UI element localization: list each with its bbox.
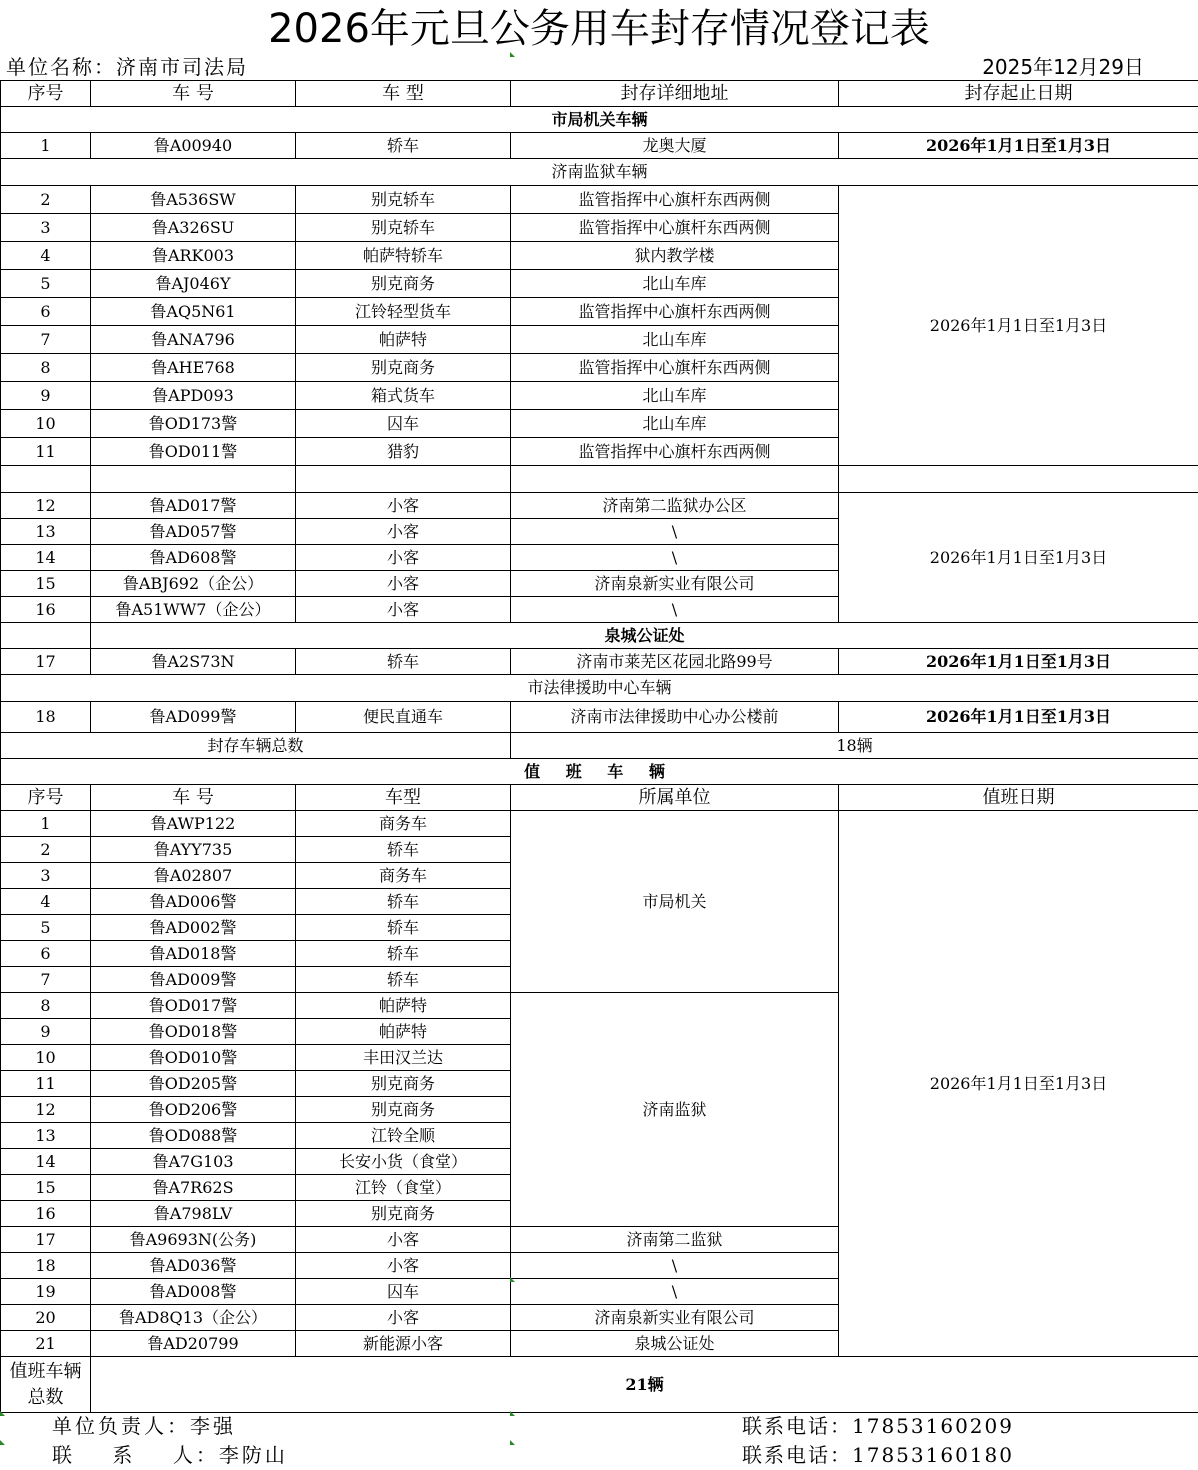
table-cell: 轿车 <box>296 941 511 967</box>
table-cell: 4 <box>1 242 91 270</box>
table-cell: 19 <box>1 1279 91 1305</box>
table-cell: 鲁AD008警 <box>91 1279 296 1305</box>
unit-cell: 济南泉新实业有限公司 <box>511 1305 839 1331</box>
table-cell: 13 <box>1 519 91 545</box>
table-cell: 鲁OD088警 <box>91 1123 296 1149</box>
unit-cell: \ <box>511 1253 839 1279</box>
section-title: 济南监狱车辆 <box>1 159 1198 186</box>
table-cell: 鲁AD017警 <box>91 493 296 519</box>
table-cell: 监管指挥中心旗杆东西两侧 <box>511 298 839 326</box>
table-cell: 轿车 <box>296 889 511 915</box>
table-cell: 江铃轻型货车 <box>296 298 511 326</box>
table-cell: 帕萨特 <box>296 326 511 354</box>
unit-cell: \ <box>511 1279 839 1305</box>
table-cell: 鲁A2S73N <box>91 649 296 675</box>
report-date: 2025年12月29日 <box>982 52 1144 80</box>
table-cell: 17 <box>1 1227 91 1253</box>
table-cell: 5 <box>1 270 91 298</box>
phone-2: 联系电话：17853160180 <box>742 1440 1014 1469</box>
cell-mark-icon <box>0 1440 5 1445</box>
table-row <box>1 81 1198 107</box>
table-cell: 鲁AD099警 <box>91 702 296 733</box>
table-cell: 北山车库 <box>511 270 839 298</box>
table-cell: 2026年1月1日至1月3日 <box>839 649 1198 675</box>
column-header: 车 型 <box>296 81 511 107</box>
table-cell: 2 <box>1 186 91 214</box>
table-cell: 鲁OD017警 <box>91 993 296 1019</box>
table-cell: 监管指挥中心旗杆东西两侧 <box>511 214 839 242</box>
table-cell: 小客 <box>296 519 511 545</box>
table-cell: \ <box>511 597 839 623</box>
table-cell: 2026年1月1日至1月3日 <box>839 133 1198 159</box>
table-cell: 3 <box>1 863 91 889</box>
table-cell: 济南市法律援助中心办公楼前 <box>511 702 839 733</box>
unit-cell: 济南监狱 <box>511 993 839 1227</box>
table-cell: 1 <box>1 133 91 159</box>
table-cell: 鲁ANA796 <box>91 326 296 354</box>
table-cell <box>296 466 511 493</box>
table-cell: 小客 <box>296 493 511 519</box>
table-cell: 北山车库 <box>511 410 839 438</box>
column-header: 序号 <box>1 81 91 107</box>
phone-1: 联系电话：17853160209 <box>742 1411 1014 1440</box>
table-cell: 小客 <box>296 571 511 597</box>
table-cell: 别克商务 <box>296 1201 511 1227</box>
table-cell: 新能源小客 <box>296 1331 511 1357</box>
table-cell: 鲁OD018警 <box>91 1019 296 1045</box>
table-cell: 囚车 <box>296 410 511 438</box>
table-cell: 北山车库 <box>511 326 839 354</box>
table-cell: 帕萨特轿车 <box>296 242 511 270</box>
cell-mark-icon <box>510 1277 515 1282</box>
table-cell: 帕萨特 <box>296 993 511 1019</box>
table-cell: 小客 <box>296 545 511 571</box>
table-cell: 鲁AYY735 <box>91 837 296 863</box>
table-cell: 16 <box>1 597 91 623</box>
table-cell: 轿车 <box>296 133 511 159</box>
table-cell <box>1 623 91 649</box>
cell-mark-icon <box>510 1440 515 1445</box>
unit-head: 单位负责人：李强 <box>52 1411 236 1440</box>
table-cell <box>1 466 91 493</box>
section-title: 值 班 车 辆 <box>1 759 1198 785</box>
table-cell: 鲁A536SW <box>91 186 296 214</box>
table-cell: 鲁A9693N(公务) <box>91 1227 296 1253</box>
table-cell: 鲁AD608警 <box>91 545 296 571</box>
section-title: 市法律援助中心车辆 <box>1 675 1198 702</box>
table-cell: 2026年1月1日至1月3日 <box>839 493 1198 623</box>
registry-table <box>0 80 1198 1413</box>
table-cell: 17 <box>1 649 91 675</box>
table-row <box>1 733 1198 759</box>
table-cell: 鲁A7G103 <box>91 1149 296 1175</box>
table-row <box>1 649 1198 675</box>
table-cell: 9 <box>1 1019 91 1045</box>
table-cell: 商务车 <box>296 863 511 889</box>
table-cell: 7 <box>1 326 91 354</box>
table-cell: 鲁A798LV <box>91 1201 296 1227</box>
table-cell: 鲁OD205警 <box>91 1071 296 1097</box>
table-cell <box>511 466 839 493</box>
table-cell: 帕萨特 <box>296 1019 511 1045</box>
table-cell: 丰田汉兰达 <box>296 1045 511 1071</box>
section-title: 市局机关车辆 <box>1 107 1198 133</box>
table-cell: 鲁A326SU <box>91 214 296 242</box>
table-cell: 鲁APD093 <box>91 382 296 410</box>
cell-mark-icon <box>510 1411 515 1416</box>
column-header: 封存起止日期 <box>839 81 1198 107</box>
cell-mark-icon <box>0 1411 5 1416</box>
table-cell: 便民直通车 <box>296 702 511 733</box>
table-cell: 9 <box>1 382 91 410</box>
table-cell: 鲁AD006警 <box>91 889 296 915</box>
column-header: 封存详细地址 <box>511 81 839 107</box>
table-cell: 鲁OD206警 <box>91 1097 296 1123</box>
table-cell: 小客 <box>296 597 511 623</box>
table-cell: 15 <box>1 571 91 597</box>
table-cell: 鲁AD002警 <box>91 915 296 941</box>
table-cell: 鲁A02807 <box>91 863 296 889</box>
table-cell: 14 <box>1 1149 91 1175</box>
table-cell: 11 <box>1 1071 91 1097</box>
table-cell: 济南泉新实业有限公司 <box>511 571 839 597</box>
table-cell: 鲁AD036警 <box>91 1253 296 1279</box>
column-header: 所属单位 <box>511 785 839 811</box>
table-cell: \ <box>511 519 839 545</box>
table-row <box>1 675 1198 702</box>
table-cell: 商务车 <box>296 811 511 837</box>
table-row <box>1 702 1198 733</box>
table-cell: 鲁AD009警 <box>91 967 296 993</box>
table-cell: 鲁A00940 <box>91 133 296 159</box>
table-cell: 别克商务 <box>296 1071 511 1097</box>
table-cell: 2026年1月1日至1月3日 <box>839 186 1198 466</box>
table-cell: 箱式货车 <box>296 382 511 410</box>
table-row <box>1 759 1198 785</box>
table-cell: 轿车 <box>296 967 511 993</box>
table-cell: 2 <box>1 837 91 863</box>
table-row <box>1 1357 1198 1413</box>
table-row <box>1 159 1198 186</box>
table-cell: 别克商务 <box>296 1097 511 1123</box>
table-cell: 鲁OD011警 <box>91 438 296 466</box>
table-cell: 18 <box>1 1253 91 1279</box>
table-cell: 1 <box>1 811 91 837</box>
table-cell: 18 <box>1 702 91 733</box>
table-cell: 鲁A7R62S <box>91 1175 296 1201</box>
table-row <box>1 133 1198 159</box>
table-cell: 鲁OD010警 <box>91 1045 296 1071</box>
table-cell: 鲁AQ5N61 <box>91 298 296 326</box>
table-cell: 7 <box>1 967 91 993</box>
table-cell: 鲁ARK003 <box>91 242 296 270</box>
column-header: 值班日期 <box>839 785 1198 811</box>
column-header: 序号 <box>1 785 91 811</box>
total-label: 值班车辆总数 <box>1 1357 91 1413</box>
duty-dates: 2026年1月1日至1月3日 <box>839 811 1198 1357</box>
table-cell: 鲁AD8Q13（企公） <box>91 1305 296 1331</box>
table-cell: 江铃全顺 <box>296 1123 511 1149</box>
table-cell: 11 <box>1 438 91 466</box>
table-cell: 3 <box>1 214 91 242</box>
column-header: 车型 <box>296 785 511 811</box>
table-cell: 4 <box>1 889 91 915</box>
table-cell: 鲁A51WW7（企公） <box>91 597 296 623</box>
table-cell: 20 <box>1 1305 91 1331</box>
table-row <box>1 466 1198 493</box>
column-header: 车 号 <box>91 785 296 811</box>
table-cell: 小客 <box>296 1227 511 1253</box>
column-header: 车 号 <box>91 81 296 107</box>
table-row <box>1 186 1198 214</box>
table-cell: 鲁AWP122 <box>91 811 296 837</box>
table-cell: 别克商务 <box>296 270 511 298</box>
table-cell: 轿车 <box>296 915 511 941</box>
unit-cell: 泉城公证处 <box>511 1331 839 1357</box>
table-cell: 鲁AD20799 <box>91 1331 296 1357</box>
table-cell: 长安小货（食堂） <box>296 1149 511 1175</box>
table-cell: 2026年1月1日至1月3日 <box>839 702 1198 733</box>
table-cell: 12 <box>1 493 91 519</box>
table-cell: 鲁AJ046Y <box>91 270 296 298</box>
page-title: 2026年元旦公务用车封存情况登记表 <box>0 0 1198 52</box>
table-cell: 轿车 <box>296 837 511 863</box>
table-cell: 江铃（食堂） <box>296 1175 511 1201</box>
table-cell: 鲁OD173警 <box>91 410 296 438</box>
table-row <box>1 785 1198 811</box>
table-cell: 8 <box>1 354 91 382</box>
table-cell: 鲁AD057警 <box>91 519 296 545</box>
table-cell: 监管指挥中心旗杆东西两侧 <box>511 438 839 466</box>
table-row <box>1 493 1198 519</box>
table-cell: 北山车库 <box>511 382 839 410</box>
table-cell: 囚车 <box>296 1279 511 1305</box>
table-cell: 10 <box>1 1045 91 1071</box>
table-cell: \ <box>511 545 839 571</box>
unit-name: 单位名称：济南市司法局 <box>6 52 248 80</box>
table-cell: 鲁AD018警 <box>91 941 296 967</box>
section-title: 泉城公证处 <box>91 623 1198 649</box>
table-row <box>1 107 1198 133</box>
table-cell: 鲁AHE768 <box>91 354 296 382</box>
table-cell: 10 <box>1 410 91 438</box>
table-cell: 小客 <box>296 1253 511 1279</box>
table-row <box>1 811 1198 837</box>
table-cell <box>839 466 1198 493</box>
table-cell: 济南市莱芜区花园北路99号 <box>511 649 839 675</box>
cell-mark-icon <box>510 52 515 57</box>
table-cell: 猎豹 <box>296 438 511 466</box>
table-cell: 监管指挥中心旗杆东西两侧 <box>511 354 839 382</box>
table-cell: 狱内教学楼 <box>511 242 839 270</box>
table-cell: 监管指挥中心旗杆东西两侧 <box>511 186 839 214</box>
table-row <box>1 623 1198 649</box>
total-value: 18辆 <box>511 733 1198 759</box>
table-cell: 济南第二监狱办公区 <box>511 493 839 519</box>
table-cell: 15 <box>1 1175 91 1201</box>
table-cell: 8 <box>1 993 91 1019</box>
contact-person: 联 系 人：李防山 <box>52 1440 288 1469</box>
table-cell: 6 <box>1 298 91 326</box>
table-cell: 12 <box>1 1097 91 1123</box>
table-cell: 龙奥大厦 <box>511 133 839 159</box>
table-cell: 16 <box>1 1201 91 1227</box>
table-cell: 6 <box>1 941 91 967</box>
table-cell: 别克商务 <box>296 354 511 382</box>
table-cell: 别克轿车 <box>296 214 511 242</box>
table-cell <box>91 466 296 493</box>
total-value: 21辆 <box>91 1357 1198 1413</box>
total-label: 封存车辆总数 <box>1 733 511 759</box>
table-cell: 轿车 <box>296 649 511 675</box>
table-cell: 13 <box>1 1123 91 1149</box>
unit-cell: 济南第二监狱 <box>511 1227 839 1253</box>
table-cell: 21 <box>1 1331 91 1357</box>
table-cell: 鲁ABJ692（企公） <box>91 571 296 597</box>
table-cell: 小客 <box>296 1305 511 1331</box>
table-cell: 14 <box>1 545 91 571</box>
table-cell: 别克轿车 <box>296 186 511 214</box>
unit-cell: 市局机关 <box>511 811 839 993</box>
table-cell: 5 <box>1 915 91 941</box>
